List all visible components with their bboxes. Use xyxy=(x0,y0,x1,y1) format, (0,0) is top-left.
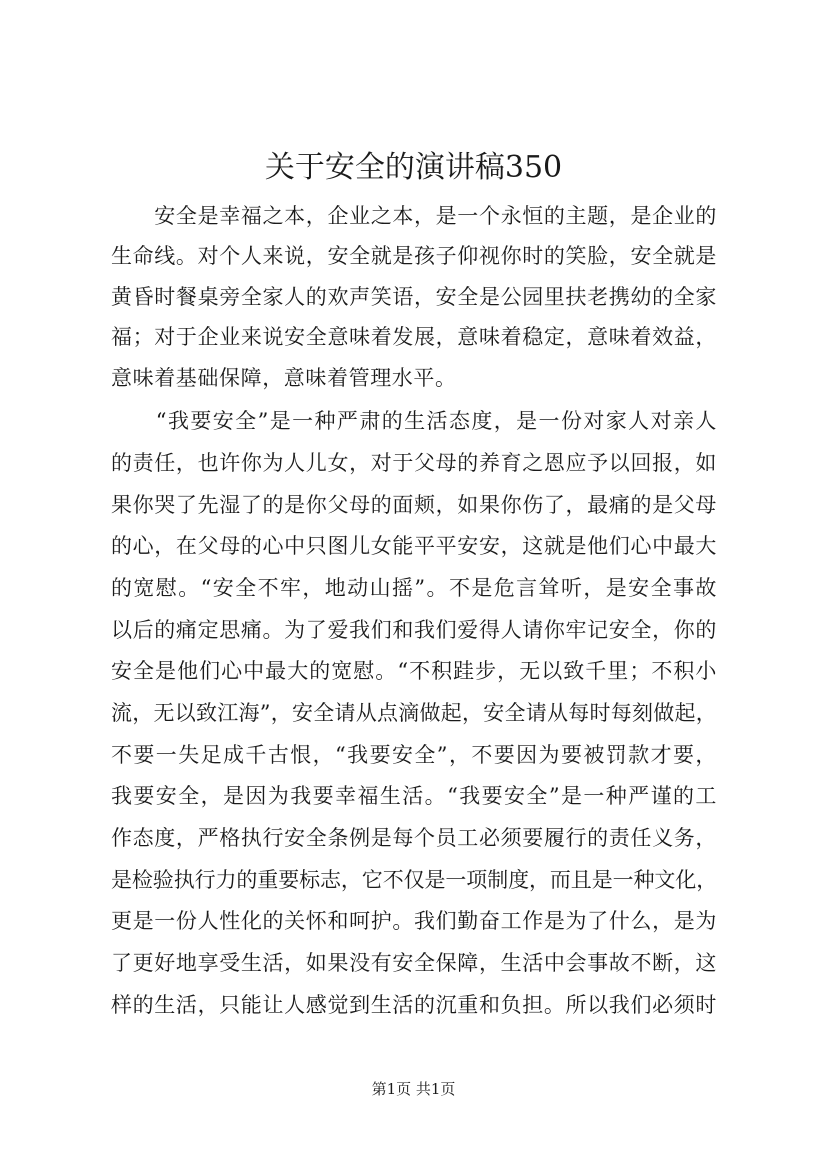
body-line: 安全是他们心中最大的宽慰。“不积跬步，无以致千里；不积小 xyxy=(111,659,717,683)
body-line: 的宽慰。“安全不牢，地动山摇”。不是危言耸听，是安全事故 xyxy=(111,576,717,600)
body-line: 黄昏时餐桌旁全家人的欢声笑语，安全是公园里扶老携幼的全家 xyxy=(111,285,717,309)
body-line: 作态度，严格执行安全条例是每个员工必须要履行的责任义务， xyxy=(111,826,717,850)
body-line: 样的生活，只能让人感觉到生活的沉重和负担。所以我们必须时 xyxy=(111,993,717,1017)
body-line: 福；对于企业来说安全意味着发展，意味着稳定，意味着效益， xyxy=(111,325,717,349)
document-title: 关于安全的演讲稿350 xyxy=(264,150,563,185)
body-line: 以后的痛定思痛。为了爱我们和我们爱得人请你牢记安全，你的 xyxy=(111,618,717,642)
body-line: 的心，在父母的心中只图儿女能平平安安，这就是他们心中最大 xyxy=(111,534,717,558)
body-line: 果你哭了先湿了的是你父母的面颊，如果你伤了，最痛的是父母 xyxy=(111,493,717,517)
body-line: 我要安全，是因为我要幸福生活。“我要安全”是一种严谨的工 xyxy=(111,784,717,808)
page-footer: 第1页 共1页 xyxy=(371,1080,456,1098)
body-line: 意味着基础保障，意味着管理水平。 xyxy=(111,366,457,390)
body-line: 流，无以致江海”，安全请从点滴做起，安全请从每时每刻做起， xyxy=(111,701,717,725)
body-line: 更是一份人性化的关怀和呵护。我们勤奋工作是为了什么，是为 xyxy=(111,909,717,933)
body-line: 的责任，也许你为人儿女，对于父母的养育之恩应予以回报，如 xyxy=(111,451,717,475)
body-line: 是检验执行力的重要标志，它不仅是一项制度，而且是一种文化， xyxy=(111,868,717,892)
body-line: “我要安全”是一种严肃的生活态度，是一份对家人对亲人 xyxy=(111,409,717,433)
body-line: 不要一失足成千古恨，“我要安全”，不要因为要被罚款才要， xyxy=(111,743,717,767)
body-line: 安全是幸福之本，企业之本，是一个永恒的主题，是企业的 xyxy=(111,204,717,228)
body-line: 生命线。对个人来说，安全就是孩子仰视你时的笑脸，安全就是 xyxy=(111,244,717,268)
body-line: 了更好地享受生活，如果没有安全保障，生活中会事故不断，这 xyxy=(111,951,717,975)
